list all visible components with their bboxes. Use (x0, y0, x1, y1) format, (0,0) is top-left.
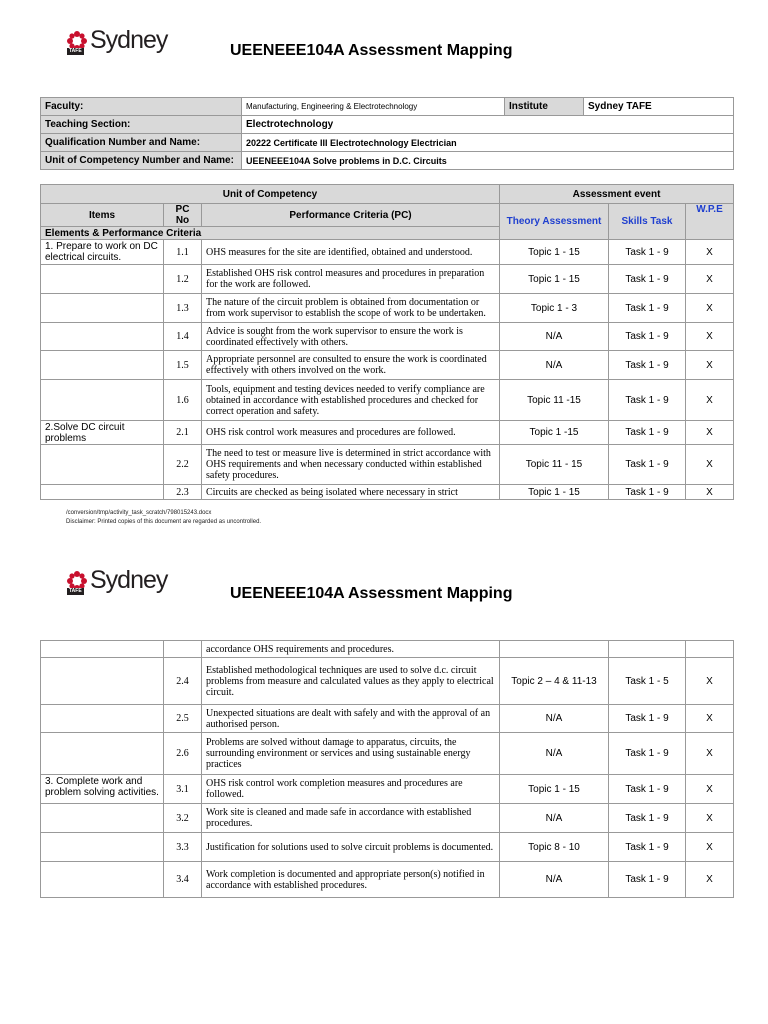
performance-criteria-cell: Problems are solved without damage to apparatus, circuits, the surrounding environment or services and using sustainable energy practices (202, 733, 500, 775)
skills-task-cell: Task 1 - 9 (609, 265, 686, 294)
theory-assessment-cell: Topic 2 – 4 & 11-13 (500, 658, 609, 705)
theory-assessment-cell: Topic 8 - 10 (500, 833, 609, 862)
theory-assessment-cell: Topic 1 - 15 (500, 485, 609, 500)
item-cell (41, 658, 164, 705)
sydney-tafe-logo (66, 568, 167, 593)
item-cell: 1. Prepare to work on DC electrical circuits. (41, 240, 164, 265)
wpe-header: W.P.E (686, 204, 734, 240)
skills-task-cell: Task 1 - 9 (609, 380, 686, 421)
unit-of-competency-header: Unit of Competency (41, 185, 500, 204)
item-cell (41, 641, 164, 658)
skills-task-cell: Task 1 - 9 (609, 294, 686, 323)
theory-assessment-cell: Topic 11 - 15 (500, 445, 609, 485)
faculty-label: Faculty: (41, 98, 242, 116)
wpe-cell: X (686, 323, 734, 351)
unit-value: UEENEEE104A Solve problems in D.C. Circuits (242, 152, 734, 170)
item-cell (41, 323, 164, 351)
wpe-cell: X (686, 421, 734, 445)
qualification-label: Qualification Number and Name: (41, 134, 242, 152)
assessment-event-header: Assessment event (500, 185, 734, 204)
theory-assessment-cell: Topic 11 -15 (500, 380, 609, 421)
faculty-value: Manufacturing, Engineering & Electrotechnology (242, 98, 505, 116)
pc-number-cell: 3.3 (164, 833, 202, 862)
item-cell (41, 265, 164, 294)
wpe-cell: X (686, 733, 734, 775)
theory-assessment-cell: N/A (500, 323, 609, 351)
page-title: UEENEEE104A Assessment Mapping (230, 585, 513, 602)
teaching-section-value: Electrotechnology (242, 116, 734, 134)
table-row (41, 658, 734, 705)
table-row (41, 705, 734, 733)
theory-assessment-cell: Topic 1 - 15 (500, 240, 609, 265)
institute-value: Sydney TAFE (584, 98, 734, 116)
sydney-tafe-logo (66, 28, 167, 53)
performance-criteria-cell: Established methodological techniques are used to solve d.c. circuit problems from measure and calculated values as they apply to electrical circuit. (202, 658, 500, 705)
pc-number-cell: 3.4 (164, 862, 202, 898)
document-footer (66, 509, 261, 527)
table-row (41, 833, 734, 862)
pc-number-cell: 2.5 (164, 705, 202, 733)
theory-assessment-cell: Topic 1 - 15 (500, 265, 609, 294)
skills-task-cell: Task 1 - 9 (609, 485, 686, 500)
item-cell (41, 294, 164, 323)
unit-label: Unit of Competency Number and Name: (41, 152, 242, 170)
pc-number-cell: 2.1 (164, 421, 202, 445)
wpe-cell: X (686, 485, 734, 500)
performance-criteria-cell: accordance OHS requirements and procedures. (202, 641, 500, 658)
performance-criteria-cell: The nature of the circuit problem is obtained from documentation or from work supervisor to establish the scope of work to be undertaken. (202, 294, 500, 323)
logo-tafe-badge: TAFE (69, 588, 82, 594)
performance-criteria-cell: Tools, equipment and testing devices needed to verify compliance are obtained in accordance with established procedures and checked for correct operation and safety. (202, 380, 500, 421)
skills-task-cell: Task 1 - 9 (609, 705, 686, 733)
teaching-section-label: Teaching Section: (41, 116, 242, 134)
page-1-rows (41, 240, 734, 500)
logo-wordmark: Sydney (90, 566, 168, 594)
pc-number-cell: 3.1 (164, 775, 202, 804)
wpe-cell: X (686, 705, 734, 733)
wpe-cell: X (686, 265, 734, 294)
performance-criteria-cell: Unexpected situations are dealt with safely and with the approval of an authorised person. (202, 705, 500, 733)
footer-path: /conversion/tmp/activity_task_scratch/798015243.docx (66, 510, 212, 516)
performance-criteria-cell: Work completion is documented and appropriate person(s) notified in accordance with established procedures. (202, 862, 500, 898)
pc-number-cell: 1.4 (164, 323, 202, 351)
logo-tafe-badge: TAFE (69, 48, 82, 54)
table-row (41, 733, 734, 775)
skills-task-cell: Task 1 - 9 (609, 421, 686, 445)
item-cell (41, 380, 164, 421)
item-cell (41, 351, 164, 380)
theory-assessment-cell: N/A (500, 862, 609, 898)
wpe-cell: X (686, 240, 734, 265)
pc-number-cell: 1.1 (164, 240, 202, 265)
performance-criteria-cell: Established OHS risk control measures and procedures in preparation for the work are followed. (202, 265, 500, 294)
skills-task-header: Skills Task (609, 204, 686, 240)
skills-task-cell: Task 1 - 5 (609, 658, 686, 705)
table-row (41, 485, 734, 500)
elements-criteria-header: Elements & Performance Criteria (41, 227, 500, 240)
performance-criteria-cell: The need to test or measure live is determined in strict accordance with OHS requirements and when necessary conducted within established safety procedures. (202, 445, 500, 485)
skills-task-cell: Task 1 - 9 (609, 804, 686, 833)
page-2-rows (41, 641, 734, 898)
table-row (41, 323, 734, 351)
pc-number-cell: 1.3 (164, 294, 202, 323)
pc-number-cell: 3.2 (164, 804, 202, 833)
item-cell (41, 862, 164, 898)
theory-assessment-cell: Topic 1 - 3 (500, 294, 609, 323)
skills-task-cell (609, 641, 686, 658)
performance-criteria-cell: Work site is cleaned and made safe in accordance with established procedures. (202, 804, 500, 833)
wpe-cell (686, 641, 734, 658)
pc-number-cell: 2.4 (164, 658, 202, 705)
performance-criteria-cell: Circuits are checked as being isolated where necessary in strict (202, 485, 500, 500)
wpe-cell: X (686, 862, 734, 898)
wpe-cell: X (686, 380, 734, 421)
wpe-cell: X (686, 833, 734, 862)
pc-number-cell (164, 641, 202, 658)
performance-criteria-header: Performance Criteria (PC) (202, 204, 500, 227)
pc-number-cell: 1.5 (164, 351, 202, 380)
pc-number-cell: 2.3 (164, 485, 202, 500)
table-row (41, 265, 734, 294)
mapping-table-page-2 (40, 640, 734, 898)
item-cell (41, 804, 164, 833)
table-row (41, 240, 734, 265)
table-row (41, 775, 734, 804)
theory-assessment-cell (500, 641, 609, 658)
pc-no-header: PC No (164, 204, 202, 227)
performance-criteria-cell: OHS measures for the site are identified, obtained and understood. (202, 240, 500, 265)
wpe-cell: X (686, 294, 734, 323)
item-cell (41, 485, 164, 500)
performance-criteria-cell: OHS risk control work completion measures and procedures are followed. (202, 775, 500, 804)
item-cell (41, 733, 164, 775)
info-table (40, 97, 734, 170)
theory-assessment-cell: N/A (500, 804, 609, 833)
wpe-cell: X (686, 445, 734, 485)
table-row (41, 804, 734, 833)
skills-task-cell: Task 1 - 9 (609, 733, 686, 775)
item-cell: 3. Complete work and problem solving activities. (41, 775, 164, 804)
item-cell (41, 445, 164, 485)
item-cell (41, 833, 164, 862)
institute-label: Institute (505, 98, 584, 116)
skills-task-cell: Task 1 - 9 (609, 833, 686, 862)
performance-criteria-cell: OHS risk control work measures and procedures are followed. (202, 421, 500, 445)
skills-task-cell: Task 1 - 9 (609, 323, 686, 351)
performance-criteria-cell: Advice is sought from the work supervisor to ensure the work is coordinated effectively with others. (202, 323, 500, 351)
wpe-cell: X (686, 775, 734, 804)
skills-task-cell: Task 1 - 9 (609, 240, 686, 265)
theory-assessment-cell: Topic 1 -15 (500, 421, 609, 445)
skills-task-cell: Task 1 - 9 (609, 775, 686, 804)
table-row (41, 862, 734, 898)
page-2 (0, 540, 768, 1024)
table-row (41, 380, 734, 421)
table-row (41, 445, 734, 485)
pc-number-cell: 2.6 (164, 733, 202, 775)
logo-wordmark: Sydney (90, 26, 168, 54)
qualification-value: 20222 Certificate III Electrotechnology Electrician (242, 134, 734, 152)
mapping-table-page-1 (40, 184, 734, 500)
performance-criteria-cell: Justification for solutions used to solve circuit problems is documented. (202, 833, 500, 862)
theory-assessment-cell: N/A (500, 705, 609, 733)
skills-task-cell: Task 1 - 9 (609, 862, 686, 898)
item-cell: 2.Solve DC circuit problems (41, 421, 164, 445)
pc-number-cell: 1.2 (164, 265, 202, 294)
item-cell (41, 705, 164, 733)
wpe-cell: X (686, 351, 734, 380)
items-header: Items (41, 204, 164, 227)
footer-disclaimer: Disclaimer: Printed copies of this document are regarded as uncontrolled. (66, 519, 262, 525)
table-row (41, 641, 734, 658)
skills-task-cell: Task 1 - 9 (609, 351, 686, 380)
pc-number-cell: 2.2 (164, 445, 202, 485)
wpe-cell: X (686, 658, 734, 705)
skills-task-cell: Task 1 - 9 (609, 445, 686, 485)
theory-assessment-cell: N/A (500, 733, 609, 775)
page-title: UEENEEE104A Assessment Mapping (230, 42, 513, 59)
theory-assessment-cell: N/A (500, 351, 609, 380)
pc-number-cell: 1.6 (164, 380, 202, 421)
table-row (41, 351, 734, 380)
wpe-cell: X (686, 804, 734, 833)
table-row (41, 421, 734, 445)
theory-assessment-cell: Topic 1 - 15 (500, 775, 609, 804)
table-row (41, 294, 734, 323)
performance-criteria-cell: Appropriate personnel are consulted to ensure the work is coordinated effectively with others involved on the work. (202, 351, 500, 380)
theory-assessment-header: Theory Assessment (500, 204, 609, 240)
